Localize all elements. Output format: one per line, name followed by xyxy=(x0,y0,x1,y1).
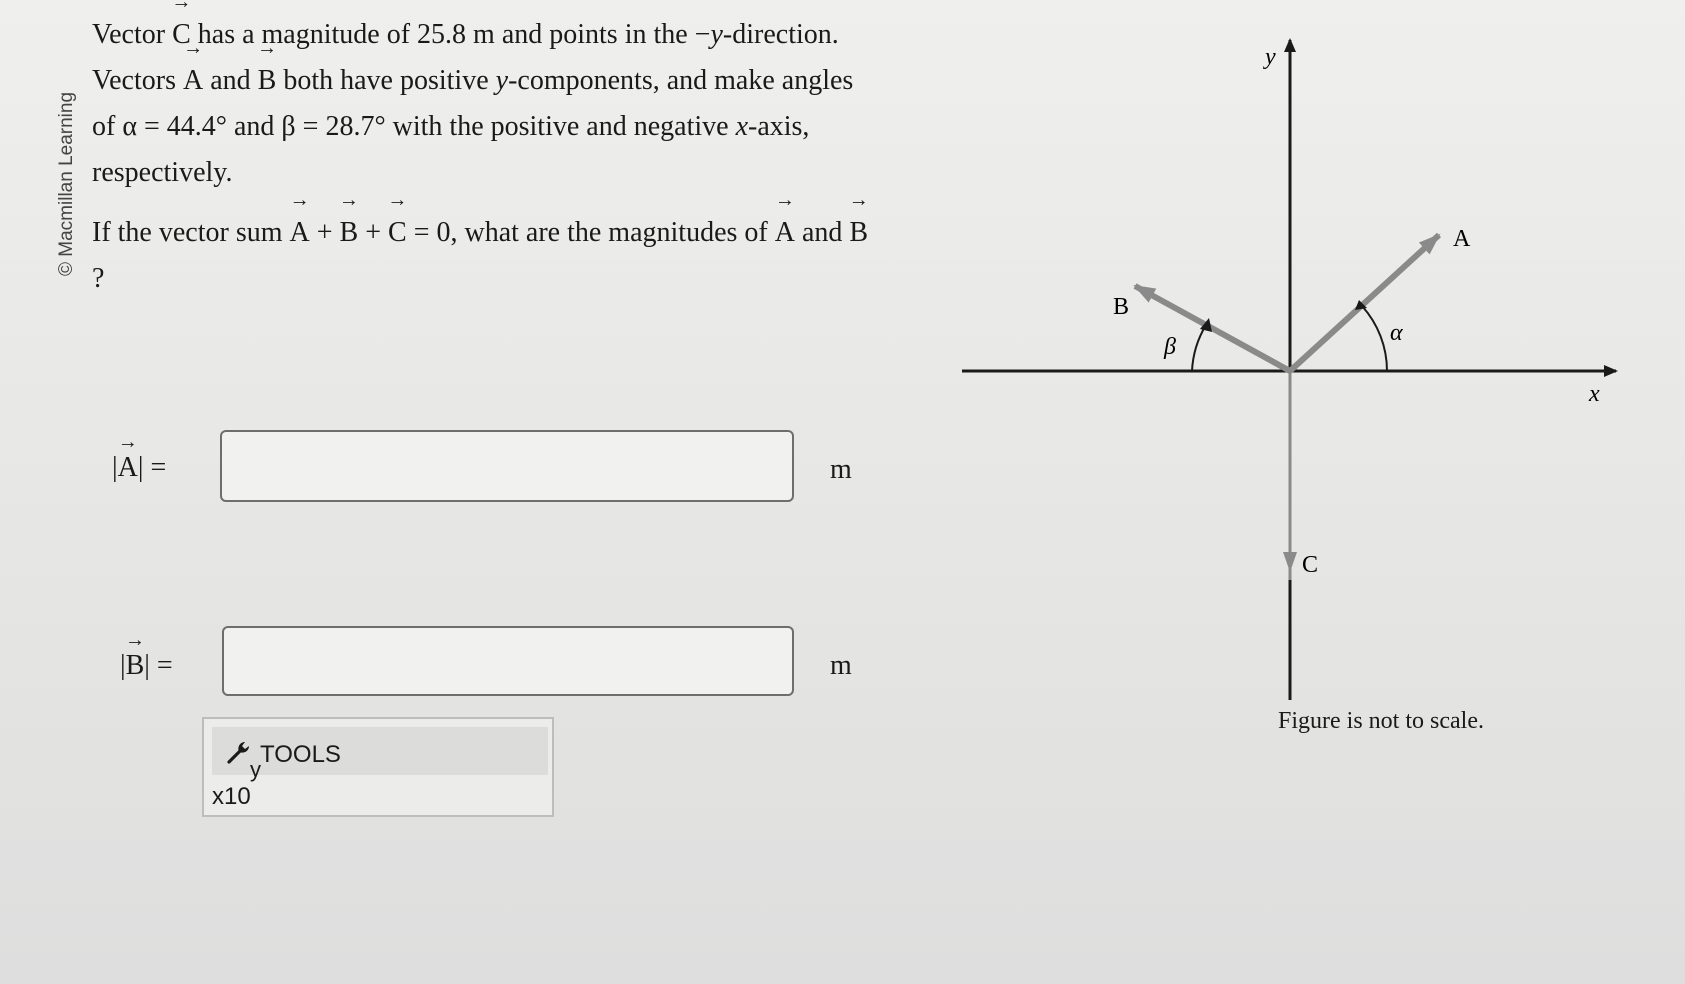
alpha-arc xyxy=(1362,306,1387,371)
vector-b-symbol: → B xyxy=(849,210,868,256)
vector-b-symbol: → B xyxy=(258,58,277,104)
vector-diagram xyxy=(950,20,1630,700)
vector-c-arrowhead xyxy=(1283,552,1297,572)
beta-arc xyxy=(1192,325,1206,371)
magnitude-a-label: |→ A| = xyxy=(112,452,166,484)
vector-a-label: A xyxy=(1453,226,1471,252)
vector-a-symbol: → A xyxy=(290,210,310,256)
vector-b-symbol: → B xyxy=(340,210,359,256)
x-axis-label: x xyxy=(1589,381,1600,407)
vector-c-label: C xyxy=(1302,552,1319,578)
tools-subscript: y xyxy=(250,757,261,782)
copyright-credit: © Macmillan Learning xyxy=(56,91,77,276)
problem-statement xyxy=(92,12,872,302)
vector-a-symbol: → A xyxy=(183,58,203,104)
tools-label: TOOLS xyxy=(260,741,341,768)
vector-b-label: B xyxy=(1113,294,1130,320)
magnitude-a-input[interactable] xyxy=(220,430,794,502)
magnitude-b-input[interactable] xyxy=(222,626,794,696)
magnitude-a-unit: m xyxy=(830,454,852,485)
magnitude-b-unit: m xyxy=(830,650,852,681)
times-ten-button[interactable]: x10 xyxy=(212,783,251,810)
vector-c-symbol: → C xyxy=(388,210,407,256)
figure-caption: Figure is not to scale. xyxy=(1278,708,1484,734)
problem-paragraph-2: If the vector sum → A + → B + → C = 0, what are the magnitudes of → A and → B? xyxy=(92,210,872,302)
beta-label: β xyxy=(1164,334,1176,360)
alpha-label: α xyxy=(1390,320,1403,346)
problem-paragraph-1: Vector → C has a magnitude of 25.8 m and points in the −y-direction. Vectors → A and → B both have positive y-components, and make angles of α = 44.4° and β = 28.7° with the positive and negative x-axis, respectively. xyxy=(92,12,872,196)
vector-b-line xyxy=(1135,286,1290,371)
wrench-icon xyxy=(226,739,252,772)
y-axis-label: y xyxy=(1265,44,1276,70)
tools-panel xyxy=(202,717,554,817)
vector-c-symbol: → C xyxy=(172,12,191,58)
magnitude-b-label: |→ B| = xyxy=(120,650,173,682)
vector-a-symbol: → A xyxy=(775,210,795,256)
vector-figure xyxy=(950,20,1630,705)
vector-a-line xyxy=(1290,235,1439,371)
